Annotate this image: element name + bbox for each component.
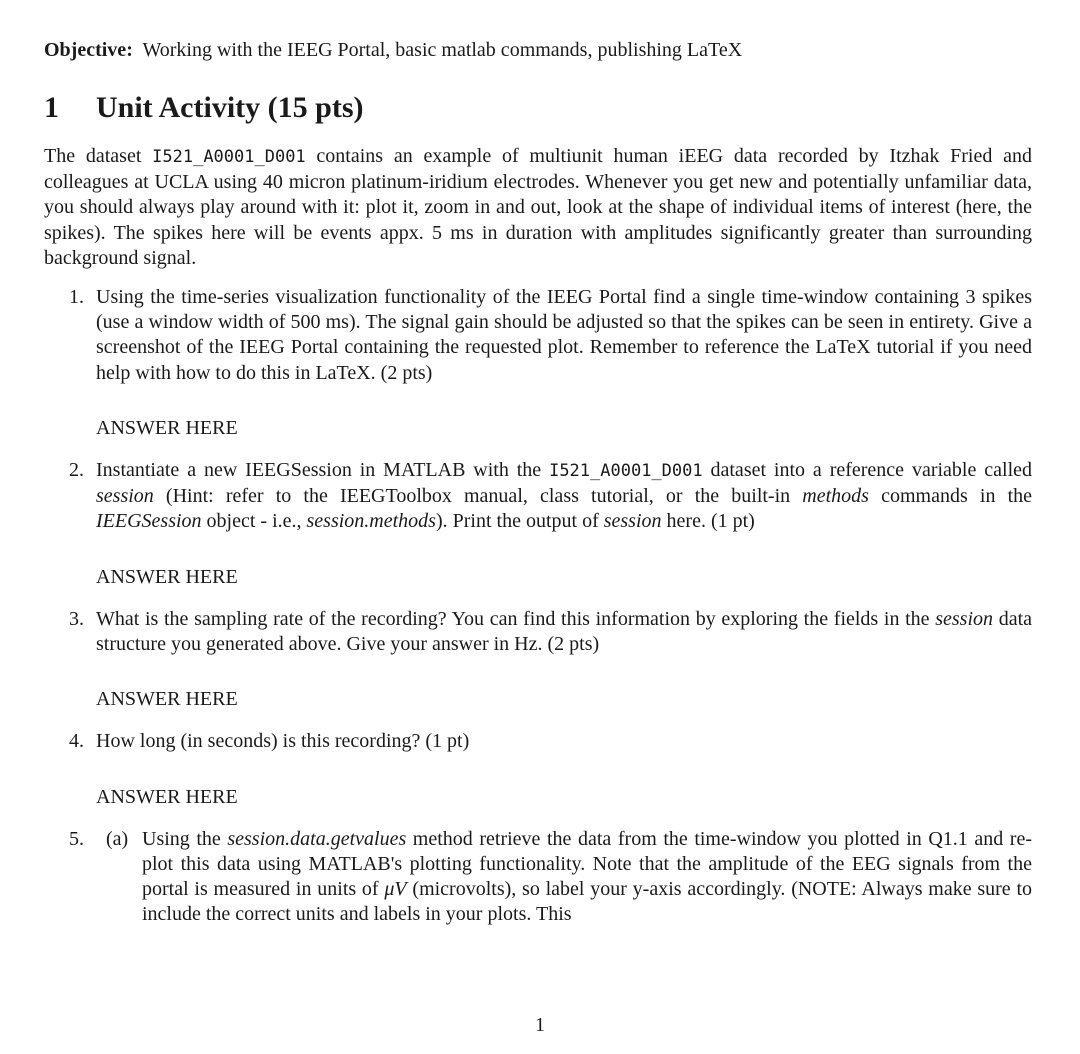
question-text: Using the time-series visualization functionality of the IEEG Portal find a single time-window containing 3 spikes (use a window width of 500 ms). The signal gain should be adjusted so that the spikes can be seen in entirety. Give a screenshot of the IEEG Portal containing the requested plot. Remember to reference the LaTeX tutorial if you need help with how to do this in LaTeX. (2 pts) xyxy=(96,286,1032,384)
question-number: 1. xyxy=(69,286,84,309)
answer-placeholder: ANSWER HERE xyxy=(96,785,238,808)
section-heading xyxy=(44,90,1032,126)
text-segment: object - i.e., xyxy=(201,510,307,533)
text-segment: here. (1 pt) xyxy=(661,510,755,533)
text-segment: (Hint: refer to the IEEGToolbox manual, class tutorial, or the built-in xyxy=(153,485,803,508)
text-segment: What is the sampling rate of the recording? You can find this information by exploring the fields in the xyxy=(96,607,936,630)
section-title: Unit Activity (15 pts) xyxy=(96,91,364,124)
text-segment: Instantiate a new IEEGSession in MATLAB with the xyxy=(96,459,550,482)
question-number: 5. xyxy=(69,827,84,850)
question-text xyxy=(96,458,1032,535)
question-text xyxy=(96,607,1032,657)
question-2 xyxy=(44,458,1032,590)
question-number: 4. xyxy=(69,730,84,753)
question-text xyxy=(142,827,1032,928)
question-3 xyxy=(44,607,1032,713)
text-segment: method retrieve the data from the time-window you plotted in Q1.1 and re-plot this data using MATLAB's plotting functionality. Note that the amplitude of the EEG signals from the portal is measured in units of xyxy=(142,827,1032,901)
intro-text-1: The dataset xyxy=(44,145,153,167)
variable-name: session xyxy=(96,485,154,508)
variable-name: session xyxy=(603,510,662,533)
text-segment: Using the xyxy=(142,827,228,850)
answer-placeholder: ANSWER HERE xyxy=(96,688,238,711)
answer-placeholder: ANSWER HERE xyxy=(96,416,238,439)
question-list xyxy=(44,285,1032,928)
intro-paragraph xyxy=(44,144,1032,271)
objective-line xyxy=(44,36,1032,64)
section-number: 1 xyxy=(44,91,59,124)
page-number: 1 xyxy=(535,1014,545,1036)
subquestion-a xyxy=(96,827,1032,928)
question-number: 3. xyxy=(69,607,84,630)
document-page xyxy=(44,36,1032,928)
question-text: How long (in seconds) is this recording? (1 pt) xyxy=(96,730,470,753)
question-number: 2. xyxy=(69,459,84,482)
answer-placeholder: ANSWER HERE xyxy=(96,565,238,588)
intro-text-2: contains an example of multiunit human iEEG data recorded by Itzhak Fried and colleagues at UCLA using 40 micron platinum-iridium electrodes. Whenever you get new and potentially unfamiliar data, you should always play around with it: plot it, zoom in and out, look at the shape of individual items of interest (here, the spikes). The spikes here will be events appx. 5 ms in duration with amplitudes significantly greater than surrounding background signal. xyxy=(44,145,1032,269)
variable-name: session xyxy=(935,607,994,630)
text-segment: commands in the xyxy=(868,485,1033,508)
class-name: IEEGSession xyxy=(96,510,202,533)
objective-label: Objective: xyxy=(44,39,133,61)
question-1 xyxy=(44,285,1032,441)
variable-name: methods xyxy=(802,485,869,508)
text-segment: dataset into a reference variable called xyxy=(702,459,1032,482)
variable-name: session.methods xyxy=(306,510,436,533)
objective-text: Working with the IEEG Portal, basic matlab commands, publishing LaTeX xyxy=(142,39,743,61)
dataset-name: I521_A0001_D001 xyxy=(549,461,703,482)
question-5 xyxy=(44,827,1032,928)
text-segment: ). Print the output of xyxy=(435,510,604,533)
subquestion-number: (a) xyxy=(106,827,129,850)
text-segment: data structure you generated above. Give your answer in Hz. (2 pts) xyxy=(96,607,1033,656)
question-4 xyxy=(44,729,1032,809)
method-name: session.data.getvalues xyxy=(227,827,407,850)
text-segment: (microvolts), so label your y-axis accordingly. (NOTE: Always make sure to include the correct units and labels in your plots. This xyxy=(142,878,1033,926)
unit-symbol: μV xyxy=(384,878,407,901)
dataset-name: I521_A0001_D001 xyxy=(152,147,306,167)
